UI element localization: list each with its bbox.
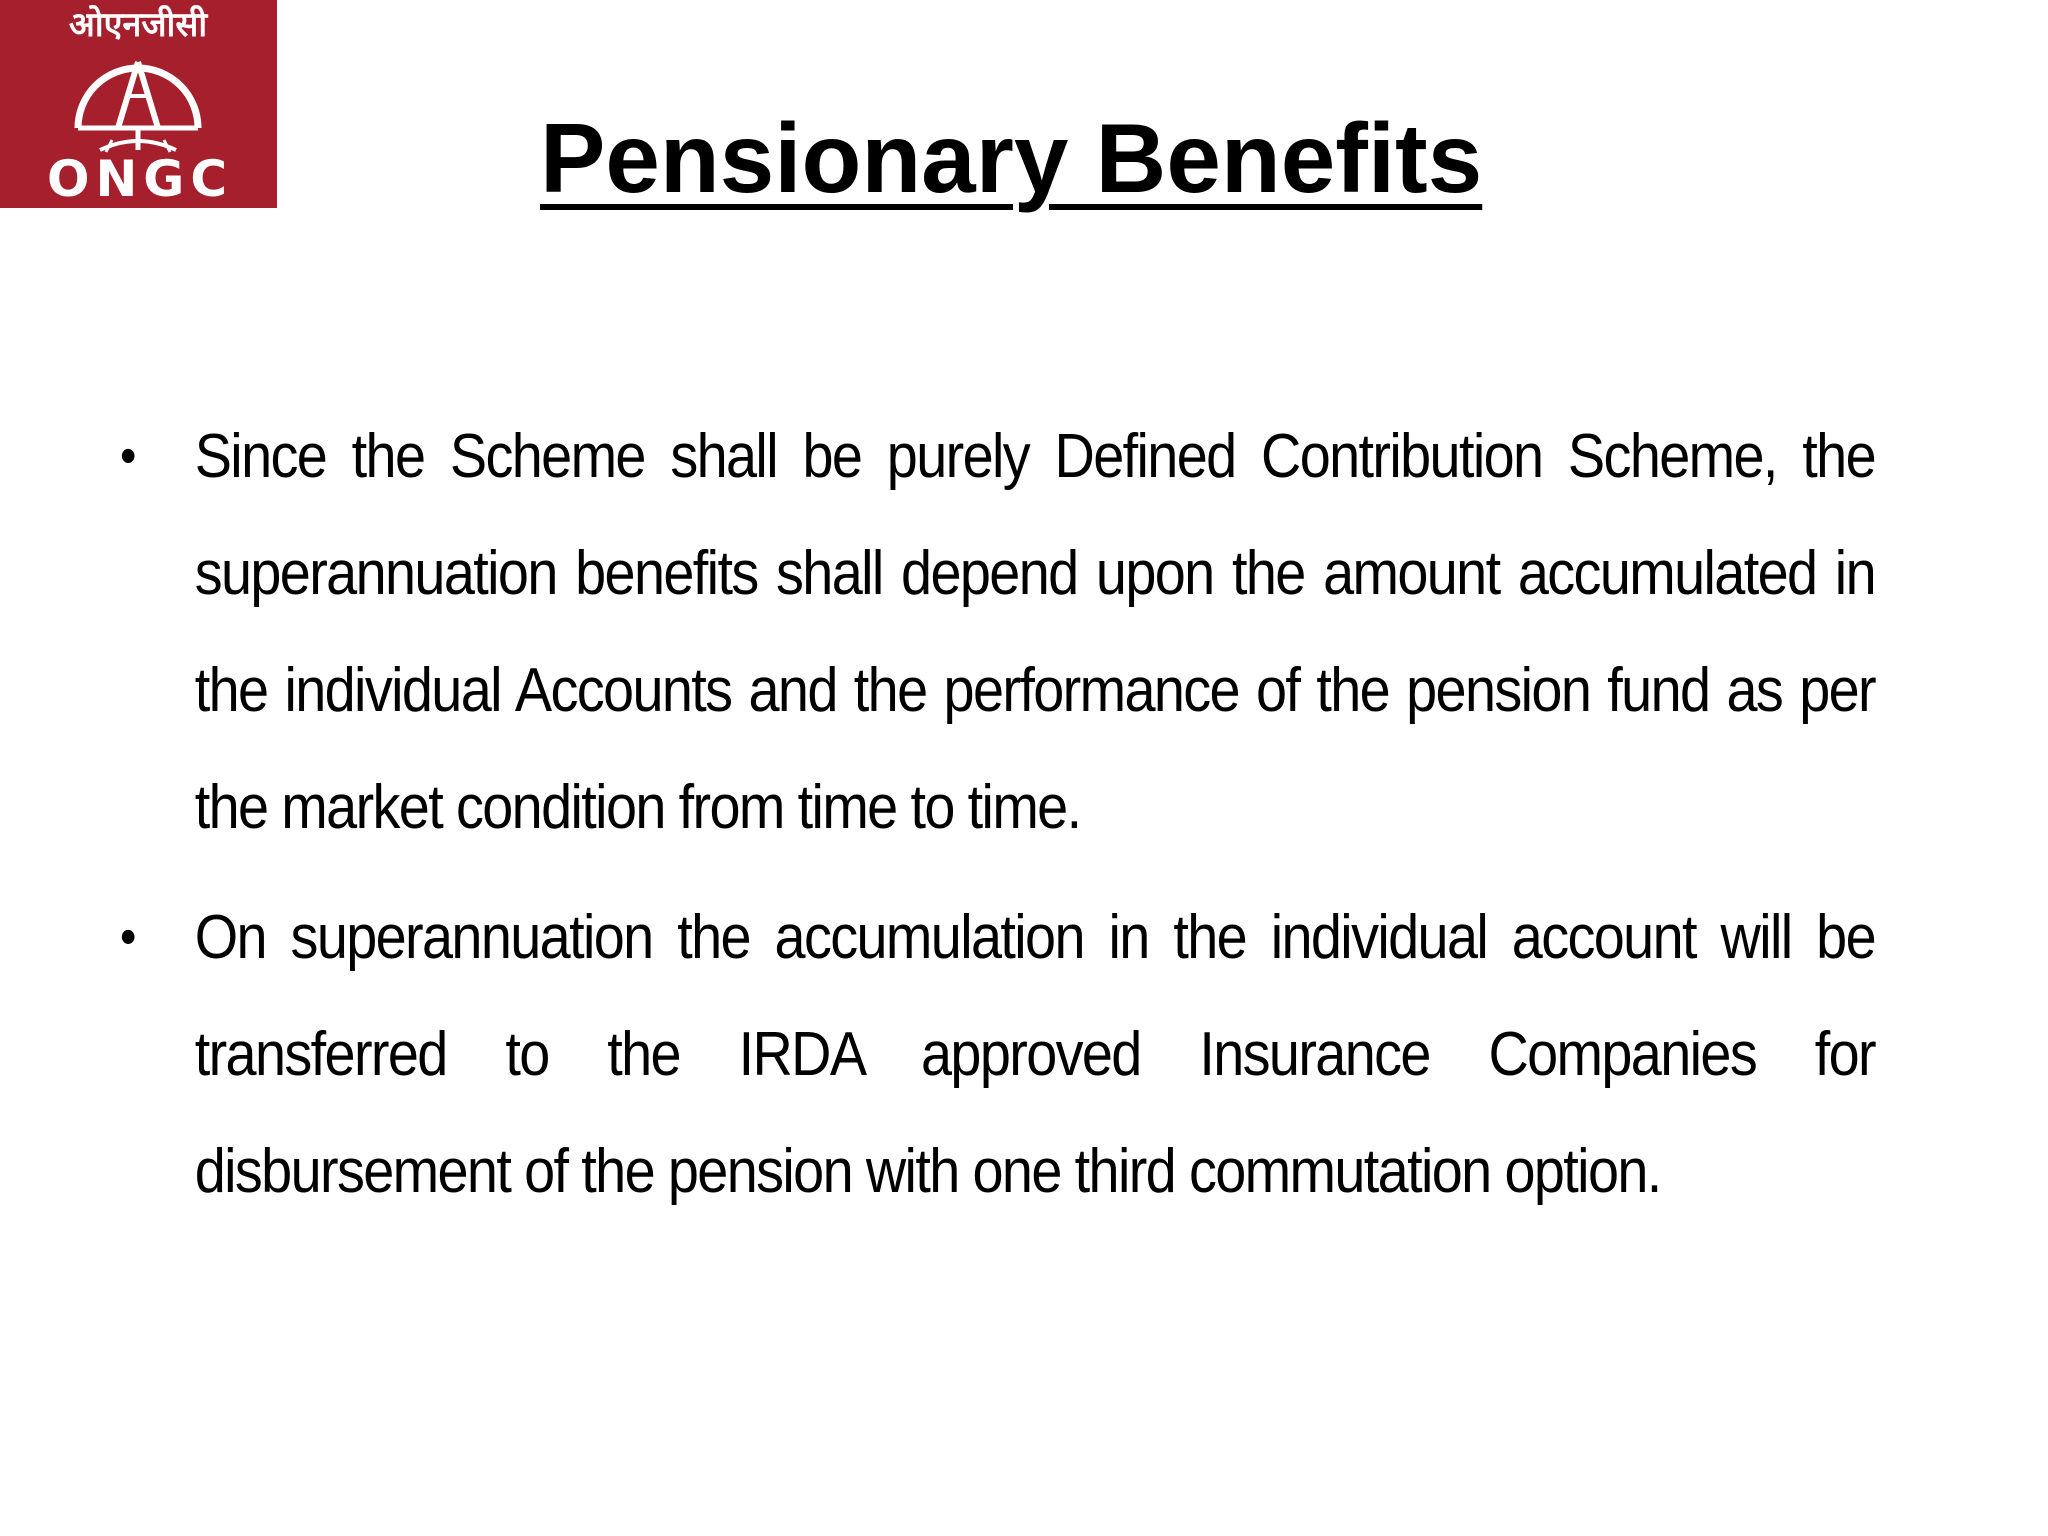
logo-latin-text: ONGC — [46, 150, 234, 208]
bullet-item — [120, 879, 1875, 1230]
logo-devanagari-text: ओएनजीसी — [68, 5, 208, 45]
bullet-list — [120, 398, 1950, 1243]
bullet-text: On superannuation the accumulation in the individual account will be transferred to the IRDA approved Insurance Companies for disbursement of the pension with one third commutation option. — [194, 903, 1876, 1206]
bullet-item — [120, 398, 1875, 866]
ongc-logo — [0, 0, 277, 208]
bullet-dot: • — [120, 908, 135, 966]
ongc-emblem-icon — [0, 0, 277, 208]
bullet-dot: • — [120, 427, 135, 485]
bullet-text: Since the Scheme shall be purely Defined Contribution Scheme, the superannuation benefits shall depend upon the amount accumulated in the individual Accounts and the performance of the pension fund as per the market condition from time to time. — [194, 422, 1876, 842]
slide-title: Pensionary Benefits — [540, 103, 1483, 213]
